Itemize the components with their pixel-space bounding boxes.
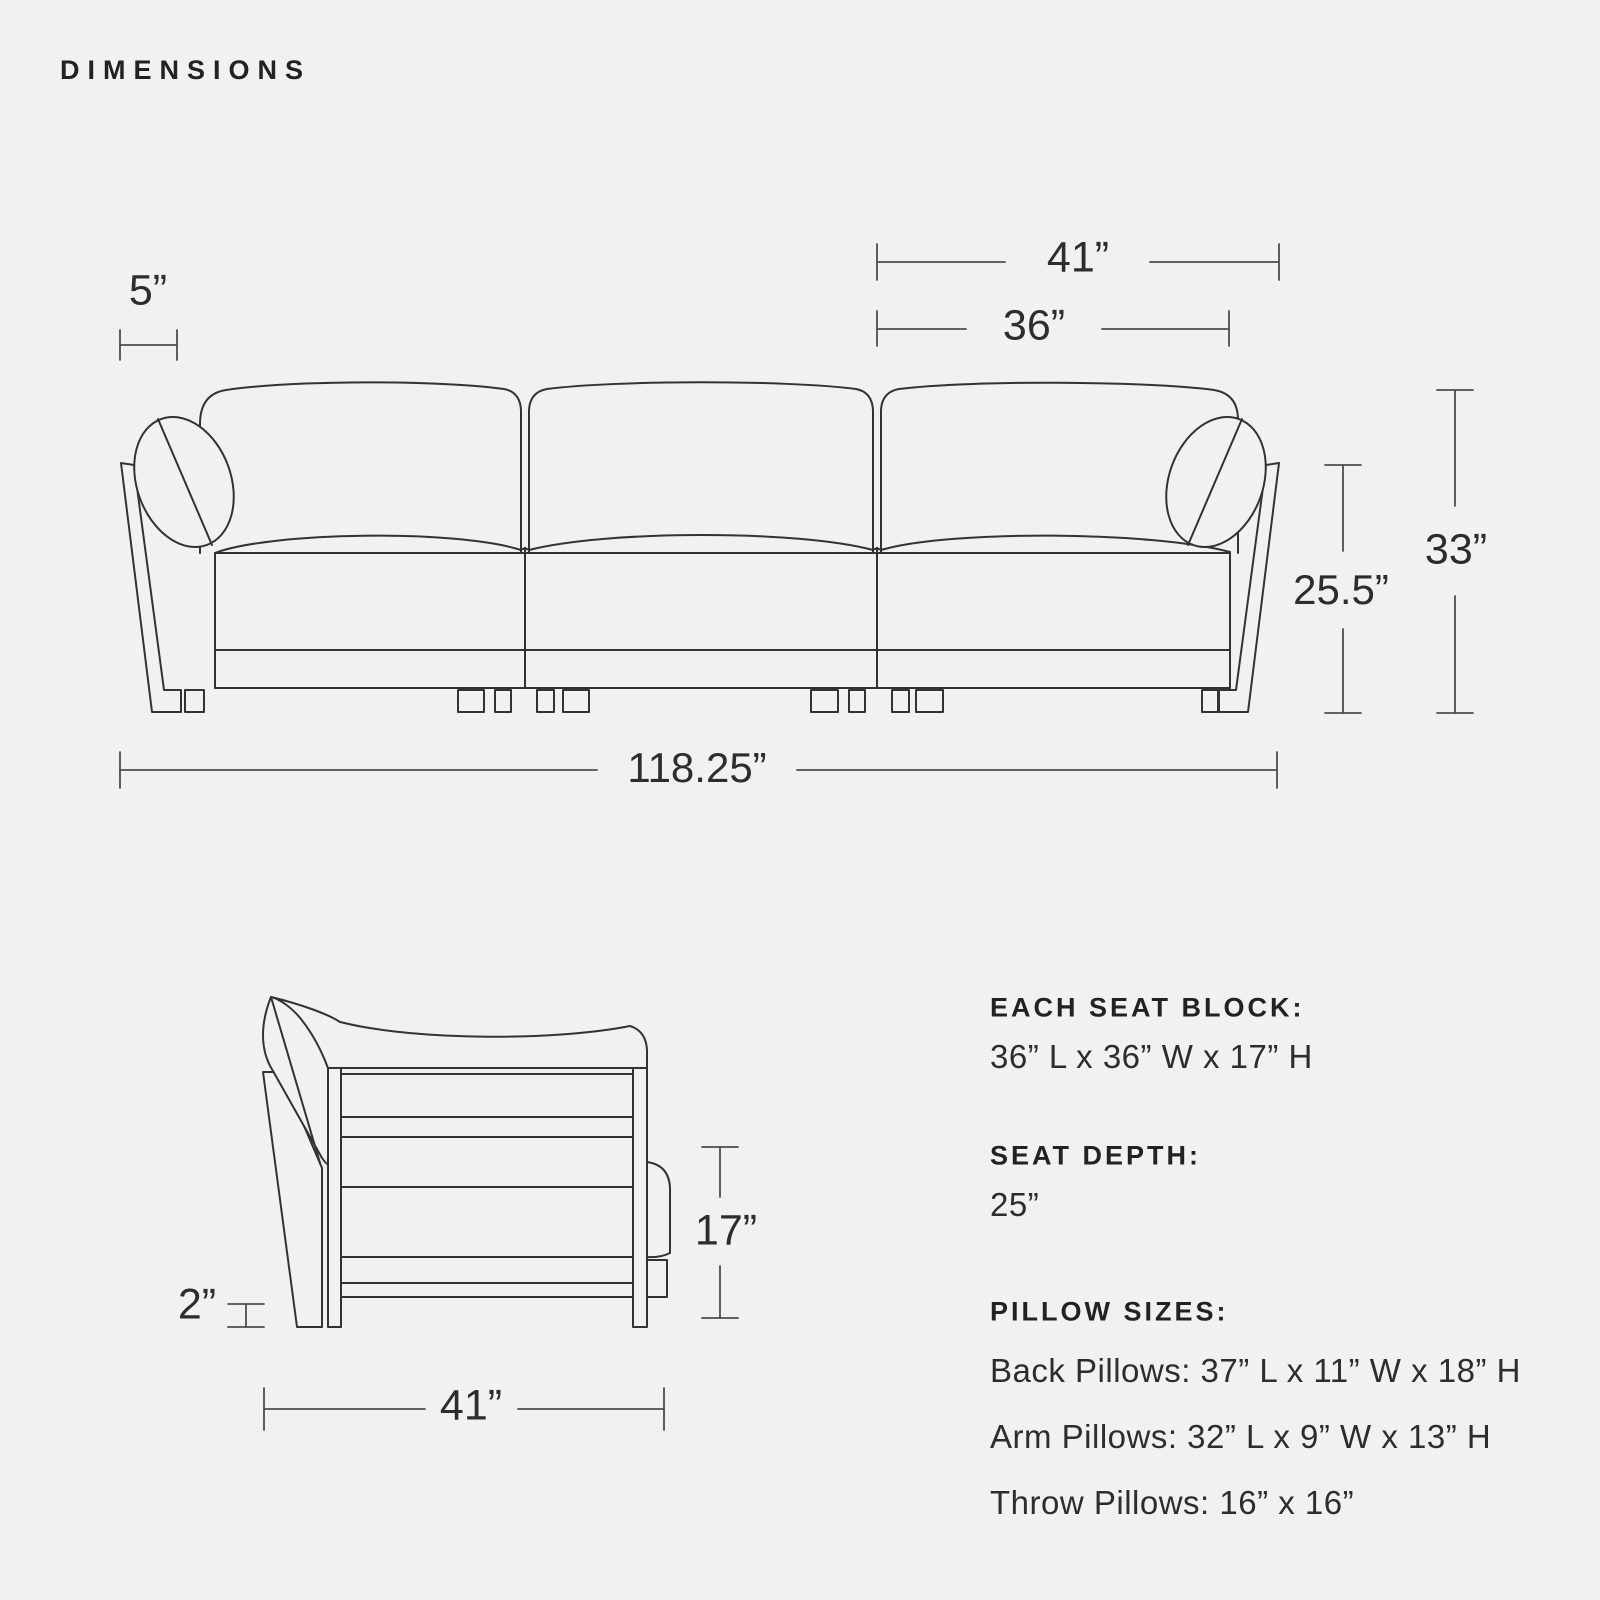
dim-line-leg-height [228, 1304, 264, 1327]
page-title: DIMENSIONS [60, 55, 312, 85]
back-cushions [200, 382, 1238, 553]
spec-pillows-arm-line: Arm Pillows: 32” L x 9” W x 13” H [990, 1418, 1492, 1455]
side-dim-leg-height: 2” [177, 1280, 217, 1329]
spec-pillows-heading: PILLOW SIZES: [990, 1296, 1229, 1327]
seat-base [215, 548, 1230, 688]
front-dim-seat-with-arm: 41” [1046, 233, 1110, 282]
front-dim-arm-height: 25.5” [1293, 566, 1389, 613]
side-dim-depth: 41” [439, 1381, 503, 1430]
spec-seat-depth-value: 25” [990, 1186, 1040, 1223]
front-dim-overall-height: 33” [1424, 525, 1488, 574]
front-legs [185, 690, 1218, 712]
side-dim-seat-height: 17” [694, 1206, 758, 1255]
seat-cushions [215, 535, 1230, 553]
spec-seat-block-heading: EACH SEAT BLOCK: [990, 992, 1305, 1023]
front-dim-arm-width: 5” [128, 266, 168, 315]
spec-seat-block-value: 36” L x 36” W x 17” H [990, 1038, 1313, 1075]
spec-pillows-throw-line: Throw Pillows: 16” x 16” [990, 1484, 1355, 1521]
side-seat-cushion-edge [647, 1162, 670, 1297]
front-elevation-drawing [117, 382, 1283, 712]
side-cushion-top [271, 997, 647, 1068]
front-dim-overall-width: 118.25” [627, 744, 767, 791]
side-frame-posts [328, 1068, 647, 1327]
spec-pillows-back-line: Back Pillows: 37” L x 11” W x 18” H [990, 1352, 1521, 1389]
front-dim-seat-block: 36” [1002, 301, 1066, 350]
spec-seat-depth-heading: SEAT DEPTH: [990, 1140, 1202, 1171]
side-frame-slats [328, 1068, 647, 1297]
dim-line-arm-width [120, 330, 177, 360]
side-elevation-drawing [263, 997, 670, 1327]
